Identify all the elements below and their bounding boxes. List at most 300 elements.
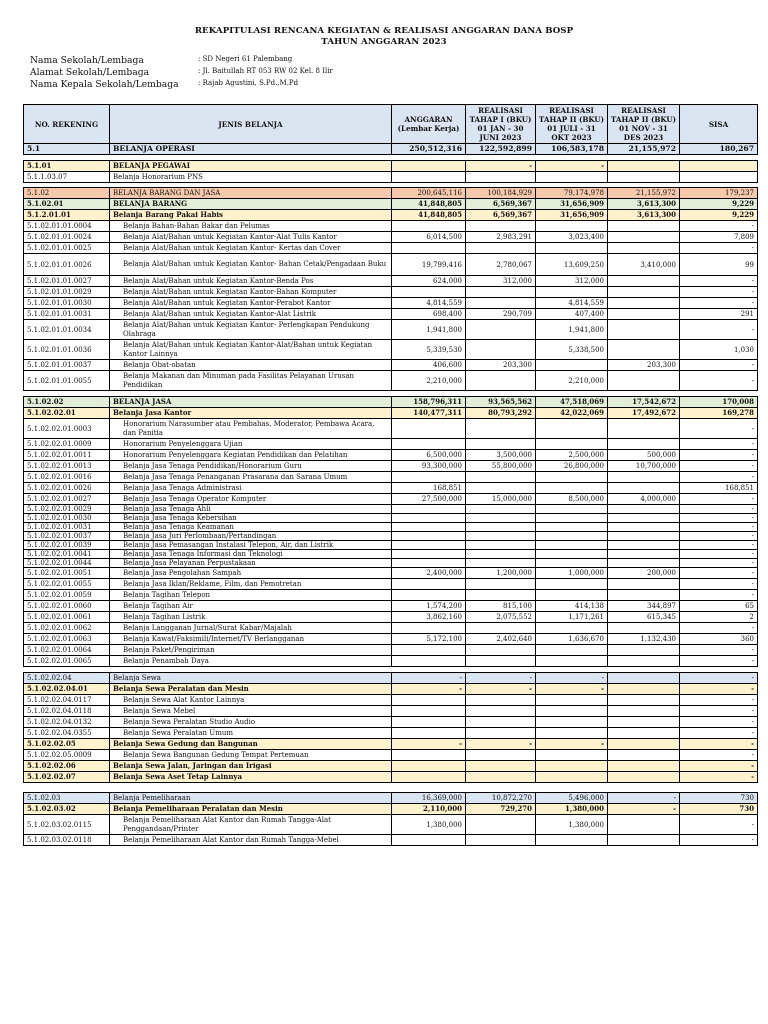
cell-expense-type: Belanja Jasa Tenaga Penanganan Prasarana dan Sarana Umum — [110, 472, 392, 483]
cell-realization-3 — [608, 221, 680, 232]
cell-budget: 1,380,000 — [392, 815, 466, 835]
cell-realization-3 — [608, 717, 680, 728]
cell-expense-type: Belanja Alat/Bahan untuk Kegiatan Kantor-Alat Listrik — [110, 309, 392, 320]
cell-budget: 5,172,100 — [392, 634, 466, 645]
cell-remaining: - — [680, 371, 758, 391]
cell-account-number: 5.1.1.03.07 — [24, 172, 110, 183]
cell-remaining: - — [680, 221, 758, 232]
cell-realization-2 — [536, 505, 608, 514]
cell-expense-type: Belanja Bahan-Bahan Bakar dan Pelumas — [110, 221, 392, 232]
cell-remaining: 2 — [680, 612, 758, 623]
table-row — [24, 634, 758, 645]
cell-account-number: 5.1 — [24, 144, 110, 155]
cell-realization-2 — [536, 532, 608, 541]
cell-realization-1 — [466, 287, 536, 298]
cell-remaining: 291 — [680, 309, 758, 320]
cell-realization-3 — [608, 579, 680, 590]
cell-account-number: 5.1.02.03 — [24, 793, 110, 804]
header-realization-1: REALISASI TAHAP I (BKU) 01 JAN - 30 JUNI 2023 — [466, 105, 536, 144]
info-value: : SD Negeri 61 Palembang — [198, 55, 293, 63]
cell-expense-type: Belanja Jasa Pelayanan Perpustakaan — [110, 559, 392, 568]
cell-realization-2 — [536, 656, 608, 667]
cell-realization-3 — [608, 439, 680, 450]
table-row — [24, 360, 758, 371]
cell-remaining: - — [680, 532, 758, 541]
cell-account-number: 5.1.02.02.04.0118 — [24, 706, 110, 717]
cell-budget: 2,210,000 — [392, 371, 466, 391]
cell-remaining: 65 — [680, 601, 758, 612]
cell-budget — [392, 287, 466, 298]
cell-budget — [392, 656, 466, 667]
table-row — [24, 579, 758, 590]
report-title: REKAPITULASI RENCANA KEGIATAN & REALISASI ANGGARAN DANA BOSP — [194, 26, 574, 36]
cell-account-number: 5.1.02.02.01.0029 — [24, 505, 110, 514]
cell-realization-3 — [608, 514, 680, 523]
header-budget: ANGGARAN (Lembar Kerja) — [392, 105, 466, 144]
cell-account-number: 5.1.02.02.01 — [24, 408, 110, 419]
cell-account-number: 5.1.02.02.01.0061 — [24, 612, 110, 623]
cell-realization-2 — [536, 221, 608, 232]
table-header-row — [24, 105, 758, 144]
cell-realization-3: 17,542,672 — [608, 397, 680, 408]
table-row — [24, 161, 758, 172]
cell-realization-1 — [466, 695, 536, 706]
cell-remaining: - — [680, 623, 758, 634]
table-row — [24, 483, 758, 494]
cell-account-number: 5.1.02.03.02.0115 — [24, 815, 110, 835]
cell-remaining: 9,229 — [680, 199, 758, 210]
cell-budget: 16,369,000 — [392, 793, 466, 804]
cell-budget: 2,110,000 — [392, 804, 466, 815]
table-row — [24, 419, 758, 439]
cell-realization-1: - — [466, 161, 536, 172]
cell-remaining: 7,809 — [680, 232, 758, 243]
cell-expense-type: Belanja Sewa Peralatan Umum — [110, 728, 392, 739]
cell-realization-2 — [536, 772, 608, 783]
cell-account-number: 5.1.02.02.04.0117 — [24, 695, 110, 706]
cell-realization-1: 729,270 — [466, 804, 536, 815]
cell-expense-type: Belanja Sewa Jalan, Jaringan dan Irigasi — [110, 761, 392, 772]
cell-realization-3 — [608, 472, 680, 483]
cell-realization-1 — [466, 371, 536, 391]
cell-remaining: - — [680, 419, 758, 439]
cell-remaining: - — [680, 706, 758, 717]
cell-budget — [392, 590, 466, 601]
cell-expense-type: Belanja Jasa Tenaga Kebersihan — [110, 514, 392, 523]
cell-realization-2: 407,400 — [536, 309, 608, 320]
cell-realization-3: 17,492,672 — [608, 408, 680, 419]
cell-account-number: 5.1.02.01.01.0004 — [24, 221, 110, 232]
cell-realization-3 — [608, 523, 680, 532]
table-row — [24, 673, 758, 684]
cell-expense-type: Belanja Tagihan Telepon — [110, 590, 392, 601]
cell-remaining: 99 — [680, 254, 758, 276]
cell-realization-1 — [466, 483, 536, 494]
cell-remaining: - — [680, 559, 758, 568]
table-row — [24, 793, 758, 804]
table-row — [24, 371, 758, 391]
cell-expense-type: Belanja Kawat/Faksimili/Internet/TV Berlangganan — [110, 634, 392, 645]
cell-budget: 93,300,000 — [392, 461, 466, 472]
cell-budget: - — [392, 739, 466, 750]
cell-realization-3 — [608, 505, 680, 514]
cell-budget: 4,814,559 — [392, 298, 466, 309]
cell-realization-2: 1,380,000 — [536, 815, 608, 835]
cell-account-number: 5.1.02.01.01.0024 — [24, 232, 110, 243]
cell-realization-3 — [608, 645, 680, 656]
budget-table — [23, 104, 758, 846]
cell-account-number: 5.1.02.01.01.0031 — [24, 309, 110, 320]
table-row — [24, 695, 758, 706]
cell-expense-type: Belanja Sewa Peralatan dan Mesin — [110, 684, 392, 695]
cell-realization-1 — [466, 623, 536, 634]
cell-remaining: - — [680, 298, 758, 309]
table-row — [24, 172, 758, 183]
cell-expense-type: BELANJA JASA — [110, 397, 392, 408]
cell-budget — [392, 579, 466, 590]
cell-realization-1: 2,402,640 — [466, 634, 536, 645]
cell-remaining: - — [680, 815, 758, 835]
cell-budget — [392, 472, 466, 483]
cell-account-number: 5.1.02.02.07 — [24, 772, 110, 783]
cell-expense-type: Belanja Sewa Alat Kantor Lainnya — [110, 695, 392, 706]
cell-realization-1: 6,569,367 — [466, 199, 536, 210]
table-row — [24, 408, 758, 419]
cell-realization-3 — [608, 706, 680, 717]
cell-account-number: 5.1.02.01.01.0034 — [24, 320, 110, 340]
cell-realization-3 — [608, 276, 680, 287]
cell-realization-2: 4,814,559 — [536, 298, 608, 309]
cell-account-number: 5.1.02.02.01.0027 — [24, 494, 110, 505]
cell-realization-1 — [466, 523, 536, 532]
cell-realization-1: 93,565,562 — [466, 397, 536, 408]
cell-remaining: 169,278 — [680, 408, 758, 419]
cell-expense-type: Honorarium Narasumber atau Pembahas, Moderator, Pembawa Acara, dan Panitia — [110, 419, 392, 439]
cell-realization-2: 106,583,178 — [536, 144, 608, 155]
cell-budget — [392, 523, 466, 532]
cell-realization-1 — [466, 472, 536, 483]
cell-realization-3 — [608, 835, 680, 846]
cell-account-number: 5.1.02.02.01.0016 — [24, 472, 110, 483]
cell-realization-2: 1,000,000 — [536, 568, 608, 579]
cell-remaining — [680, 172, 758, 183]
cell-expense-type: Belanja Sewa Aset Tetap Lainnya — [110, 772, 392, 783]
cell-realization-2 — [536, 761, 608, 772]
cell-realization-1 — [466, 172, 536, 183]
cell-budget — [392, 761, 466, 772]
cell-expense-type: Belanja Sewa Bangunan Gedung Tempat Pertemuan — [110, 750, 392, 761]
cell-budget: 41,848,805 — [392, 210, 466, 221]
cell-account-number: 5.1.02.02.04.0132 — [24, 717, 110, 728]
cell-realization-2: - — [536, 684, 608, 695]
table-row — [24, 750, 758, 761]
cell-budget: - — [392, 673, 466, 684]
cell-budget: 6,500,000 — [392, 450, 466, 461]
cell-budget — [392, 172, 466, 183]
table-row — [24, 523, 758, 532]
cell-realization-1: 203,300 — [466, 360, 536, 371]
cell-budget: 27,500,000 — [392, 494, 466, 505]
table-row — [24, 590, 758, 601]
cell-remaining: - — [680, 450, 758, 461]
cell-budget: 168,851 — [392, 483, 466, 494]
cell-realization-1: 2,780,067 — [466, 254, 536, 276]
cell-realization-3 — [608, 695, 680, 706]
cell-realization-3: 615,345 — [608, 612, 680, 623]
cell-realization-2 — [536, 550, 608, 559]
cell-budget — [392, 783, 466, 793]
cell-realization-1: 100,184,929 — [466, 188, 536, 199]
cell-realization-2 — [536, 472, 608, 483]
cell-realization-2 — [536, 706, 608, 717]
cell-remaining: - — [680, 505, 758, 514]
cell-expense-type: Belanja Alat/Bahan untuk Kegiatan Kantor-Perabot Kantor — [110, 298, 392, 309]
cell-realization-2 — [536, 695, 608, 706]
cell-realization-1 — [466, 541, 536, 550]
cell-budget: 1,574,200 — [392, 601, 466, 612]
cell-realization-1 — [466, 815, 536, 835]
cell-realization-3: 3,613,300 — [608, 210, 680, 221]
cell-remaining: - — [680, 550, 758, 559]
cell-budget — [392, 514, 466, 523]
cell-expense-type: Belanja Pemeliharaan Alat Kantor dan Rumah Tangga-Alat Penggandaan/Printer — [110, 815, 392, 835]
cell-remaining: - — [680, 645, 758, 656]
spacer-row — [24, 783, 758, 793]
cell-realization-2 — [536, 750, 608, 761]
cell-realization-1 — [466, 298, 536, 309]
table-row — [24, 276, 758, 287]
cell-realization-2: 5,496,000 — [536, 793, 608, 804]
table-row — [24, 450, 758, 461]
cell-remaining: - — [680, 673, 758, 684]
cell-budget — [392, 550, 466, 559]
table-row — [24, 221, 758, 232]
table-row — [24, 728, 758, 739]
cell-budget — [392, 623, 466, 634]
cell-budget — [392, 541, 466, 550]
cell-realization-2: 1,380,000 — [536, 804, 608, 815]
cell-realization-3: 21,155,972 — [608, 144, 680, 155]
cell-account-number: 5.1.02.02 — [24, 397, 110, 408]
cell-realization-3: 3,410,000 — [608, 254, 680, 276]
cell-realization-1: 2,075,552 — [466, 612, 536, 623]
cell-expense-type: BELANJA OPERASI — [110, 144, 392, 155]
cell-realization-2 — [536, 717, 608, 728]
cell-expense-type: Belanja Sewa Gedung dan Bangunan — [110, 739, 392, 750]
cell-expense-type: Honorarium Penyelenggara Ujian — [110, 439, 392, 450]
cell-realization-3 — [608, 532, 680, 541]
cell-remaining: - — [680, 590, 758, 601]
cell-expense-type: Belanja Jasa Tenaga Ahli — [110, 505, 392, 514]
cell-realization-1: 2,983,291 — [466, 232, 536, 243]
table-row — [24, 232, 758, 243]
table-row — [24, 320, 758, 340]
cell-realization-1 — [466, 706, 536, 717]
cell-realization-1 — [466, 221, 536, 232]
cell-realization-1: 80,793,292 — [466, 408, 536, 419]
cell-budget — [392, 728, 466, 739]
cell-remaining: - — [680, 276, 758, 287]
cell-expense-type: Belanja Jasa Pengolahan Sampah — [110, 568, 392, 579]
cell-budget: 1,941,800 — [392, 320, 466, 340]
cell-account-number: 5.1.02.02.01.0011 — [24, 450, 110, 461]
table-row — [24, 656, 758, 667]
cell-remaining: - — [680, 243, 758, 254]
cell-realization-2 — [536, 728, 608, 739]
cell-realization-2: 79,174,978 — [536, 188, 608, 199]
cell-remaining: - — [680, 728, 758, 739]
cell-realization-3: - — [608, 804, 680, 815]
cell-account-number: 5.1.02.02.01.0039 — [24, 541, 110, 550]
cell-expense-type: Belanja Paket/Pengiriman — [110, 645, 392, 656]
cell-expense-type: BELANJA BARANG — [110, 199, 392, 210]
cell-realization-3 — [608, 298, 680, 309]
cell-remaining: - — [680, 320, 758, 340]
table-row — [24, 532, 758, 541]
cell-expense-type: Belanja Pemeliharaan Peralatan dan Mesin — [110, 804, 392, 815]
cell-expense-type: Belanja Sewa — [110, 673, 392, 684]
cell-realization-3 — [608, 783, 680, 793]
cell-realization-3 — [608, 541, 680, 550]
table-row — [24, 494, 758, 505]
cell-realization-3 — [608, 340, 680, 360]
cell-expense-type: BELANJA PEGAWAI — [110, 161, 392, 172]
cell-expense-type: Belanja Langganan Jurnal/Surat Kabar/Majalah — [110, 623, 392, 634]
cell-remaining: - — [680, 772, 758, 783]
cell-realization-3 — [608, 750, 680, 761]
cell-account-number: 5.1.02.02.01.0060 — [24, 601, 110, 612]
cell-realization-1 — [466, 419, 536, 439]
cell-realization-1: 10,872,270 — [466, 793, 536, 804]
cell-budget: 3,862,160 — [392, 612, 466, 623]
cell-realization-2: 5,338,500 — [536, 340, 608, 360]
cell-realization-1 — [466, 772, 536, 783]
cell-realization-2: 47,518,069 — [536, 397, 608, 408]
cell-realization-3: 10,700,000 — [608, 461, 680, 472]
table-row — [24, 559, 758, 568]
cell-realization-2: 31,656,909 — [536, 199, 608, 210]
cell-realization-2 — [536, 483, 608, 494]
cell-remaining: - — [680, 541, 758, 550]
cell-remaining: - — [680, 472, 758, 483]
cell-account-number: 5.1.02.02.01.0062 — [24, 623, 110, 634]
cell-realization-3 — [608, 728, 680, 739]
cell-realization-1: 312,000 — [466, 276, 536, 287]
cell-realization-3: 3,613,300 — [608, 199, 680, 210]
cell-realization-1: 6,569,367 — [466, 210, 536, 221]
table-row — [24, 188, 758, 199]
cell-realization-1 — [466, 761, 536, 772]
cell-expense-type: Belanja Pemeliharaan Alat Kantor dan Rumah Tangga-Mebel — [110, 835, 392, 846]
cell-realization-1: - — [466, 673, 536, 684]
cell-realization-2: 3,023,400 — [536, 232, 608, 243]
cell-realization-3: 4,000,000 — [608, 494, 680, 505]
cell-budget — [392, 772, 466, 783]
cell-expense-type: Belanja Jasa Tenaga Informasi dan Teknologi — [110, 550, 392, 559]
cell-realization-3 — [608, 287, 680, 298]
cell-remaining: 9,229 — [680, 210, 758, 221]
cell-account-number: 5.1.02.01.01.0055 — [24, 371, 110, 391]
cell-expense-type: Belanja Alat/Bahan untuk Kegiatan Kantor- Kertas dan Cover — [110, 243, 392, 254]
table-row — [24, 340, 758, 360]
cell-realization-3: 200,000 — [608, 568, 680, 579]
cell-account-number: 5.1.02.02.01.0065 — [24, 656, 110, 667]
table-body — [24, 144, 758, 846]
table-row — [24, 804, 758, 815]
table-row — [24, 706, 758, 717]
cell-realization-2 — [536, 243, 608, 254]
cell-realization-2: 312,000 — [536, 276, 608, 287]
cell-realization-2 — [536, 514, 608, 523]
cell-realization-3 — [608, 590, 680, 601]
cell-realization-2: - — [536, 161, 608, 172]
cell-budget — [392, 532, 466, 541]
cell-account-number: 5.1.02.02.01.0051 — [24, 568, 110, 579]
cell-realization-3: 500,000 — [608, 450, 680, 461]
cell-remaining: 360 — [680, 634, 758, 645]
cell-realization-2 — [536, 439, 608, 450]
cell-remaining: - — [680, 684, 758, 695]
cell-realization-3 — [608, 172, 680, 183]
cell-budget — [392, 439, 466, 450]
cell-realization-1 — [466, 590, 536, 601]
cell-realization-2 — [536, 623, 608, 634]
cell-realization-1 — [466, 320, 536, 340]
cell-realization-1 — [466, 340, 536, 360]
cell-remaining — [680, 783, 758, 793]
cell-budget: 5,339,530 — [392, 340, 466, 360]
cell-remaining — [680, 161, 758, 172]
cell-expense-type: Belanja Alat/Bahan untuk Kegiatan Kantor-Alat/Bahan untuk Kegiatan Kantor Lainnya — [110, 340, 392, 360]
cell-realization-3 — [608, 550, 680, 559]
cell-account-number: 5.1.02.02.01.0064 — [24, 645, 110, 656]
cell-realization-3 — [608, 673, 680, 684]
cell-account-number: 5.1.02.02.05 — [24, 739, 110, 750]
cell-realization-2: 13,609,250 — [536, 254, 608, 276]
cell-realization-2 — [536, 523, 608, 532]
table-row — [24, 199, 758, 210]
cell-budget: 2,400,000 — [392, 568, 466, 579]
cell-expense-type: Belanja Jasa Kantor — [110, 408, 392, 419]
table-row — [24, 684, 758, 695]
cell-realization-1 — [466, 783, 536, 793]
cell-budget: 624,000 — [392, 276, 466, 287]
cell-realization-1: - — [466, 739, 536, 750]
cell-account-number: 5.1.02.01.01.0027 — [24, 276, 110, 287]
cell-realization-2 — [536, 172, 608, 183]
cell-budget: 140,477,311 — [392, 408, 466, 419]
cell-remaining: 730 — [680, 793, 758, 804]
cell-account-number: 5.1.02.02.01.0009 — [24, 439, 110, 450]
cell-realization-3 — [608, 623, 680, 634]
cell-remaining: - — [680, 461, 758, 472]
cell-realization-2: 8,500,000 — [536, 494, 608, 505]
cell-budget: 41,848,805 — [392, 199, 466, 210]
cell-realization-3 — [608, 161, 680, 172]
cell-realization-2 — [536, 419, 608, 439]
cell-account-number: 5.1.02.01.01.0030 — [24, 298, 110, 309]
cell-realization-2: 2,210,000 — [536, 371, 608, 391]
cell-realization-2: 42,022,069 — [536, 408, 608, 419]
cell-remaining: - — [680, 579, 758, 590]
cell-expense-type: Belanja Pemeliharaan — [110, 793, 392, 804]
table-row — [24, 144, 758, 155]
cell-account-number: 5.1.02.01.01.0037 — [24, 360, 110, 371]
info-label: Nama Sekolah/Lembaga — [30, 55, 144, 66]
table-row — [24, 298, 758, 309]
cell-realization-1: 3,500,000 — [466, 450, 536, 461]
header-expense-type: JENIS BELANJA — [110, 105, 392, 144]
